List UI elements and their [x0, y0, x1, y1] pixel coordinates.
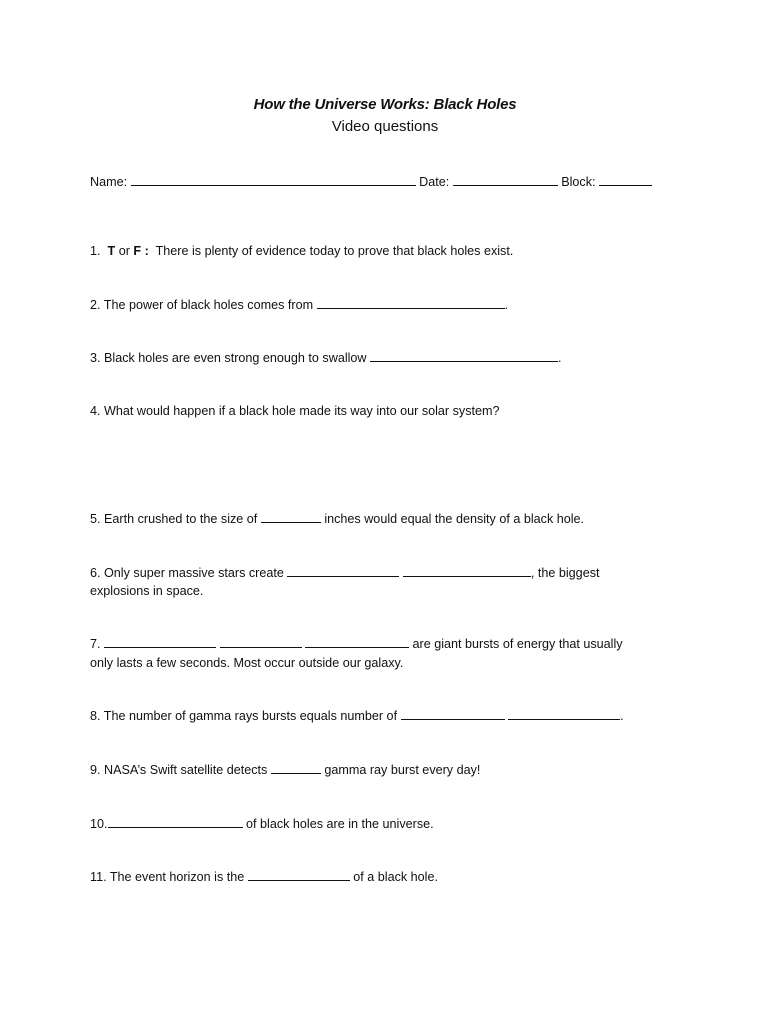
question-5-end: inches would equal the density of a black hole. — [324, 512, 585, 526]
question-11-end: of a black hole. — [353, 870, 438, 884]
question-9-end: gamma ray burst every day! — [324, 763, 481, 777]
question-5-blank[interactable] — [261, 510, 321, 523]
question-5-text: 5. Earth crushed to the size of — [90, 512, 258, 526]
question-6-blank-2[interactable] — [403, 564, 531, 577]
question-5 — [90, 510, 584, 528]
false-option[interactable]: F — [133, 244, 142, 258]
question-8-blank-2[interactable] — [508, 707, 620, 720]
question-1-number: 1. — [90, 244, 101, 258]
page-subtitle: Video questions — [331, 118, 439, 135]
question-7-text: are giant bursts of energy that usually — [412, 637, 623, 651]
question-10 — [90, 815, 434, 833]
question-6-end: , the biggest — [530, 566, 600, 580]
question-1-colon: : — [141, 244, 149, 258]
question-4-text: 4. What would happen if a black hole made its way into our solar system? — [90, 404, 500, 418]
date-label: Date: — [419, 175, 450, 189]
name-label: Name: — [90, 175, 128, 189]
question-8-text: 8. The number of gamma rays bursts equals number of — [90, 709, 398, 723]
question-8-end: . — [620, 709, 624, 723]
question-11 — [90, 868, 438, 886]
question-10-number: 10. — [90, 817, 108, 831]
question-2-text: 2. The power of black holes comes from — [90, 298, 314, 312]
question-6-text: 6. Only super massive stars create — [90, 566, 284, 580]
question-8 — [90, 707, 624, 725]
question-9-text: 9. NASA’s Swift satellite detects — [90, 763, 268, 777]
question-11-blank[interactable] — [248, 868, 350, 881]
question-2 — [90, 296, 508, 314]
question-3-blank[interactable] — [370, 349, 558, 362]
question-7-continuation: only lasts a few seconds. Most occur outside our galaxy. — [90, 656, 404, 670]
question-7 — [90, 635, 623, 653]
question-2-blank[interactable] — [317, 296, 505, 309]
question-7-line-2 — [90, 654, 403, 672]
question-6 — [90, 564, 600, 582]
question-9 — [90, 761, 480, 779]
question-7-blank-3[interactable] — [305, 635, 409, 648]
question-7-blank-1[interactable] — [104, 635, 216, 648]
question-6-line-2 — [90, 582, 203, 600]
block-field[interactable] — [599, 173, 652, 186]
question-7-blank-2[interactable] — [220, 635, 302, 648]
question-3 — [90, 349, 562, 367]
question-1-text: There is plenty of evidence today to prove that black holes exist. — [155, 244, 514, 258]
question-9-blank[interactable] — [271, 761, 321, 774]
question-11-text: 11. The event horizon is the — [90, 870, 245, 884]
question-3-text: 3. Black holes are even strong enough to swallow — [90, 351, 367, 365]
date-field[interactable] — [453, 173, 558, 186]
true-option[interactable]: T — [107, 244, 116, 258]
question-3-end: . — [558, 351, 562, 365]
question-6-continuation: explosions in space. — [90, 584, 204, 598]
question-2-end: . — [504, 298, 509, 312]
question-1 — [90, 242, 513, 260]
block-label: Block: — [561, 175, 596, 189]
name-field[interactable] — [131, 173, 416, 186]
question-8-blank-1[interactable] — [401, 707, 505, 720]
question-4 — [90, 402, 500, 420]
question-6-blank-1[interactable] — [287, 564, 399, 577]
question-10-blank[interactable] — [108, 815, 243, 828]
or-text: or — [115, 244, 134, 258]
question-10-text: of black holes are in the universe. — [246, 817, 434, 831]
question-7-number: 7. — [90, 637, 101, 651]
student-info-row — [90, 173, 652, 191]
page-title: How the Universe Works: Black Holes — [253, 96, 517, 113]
